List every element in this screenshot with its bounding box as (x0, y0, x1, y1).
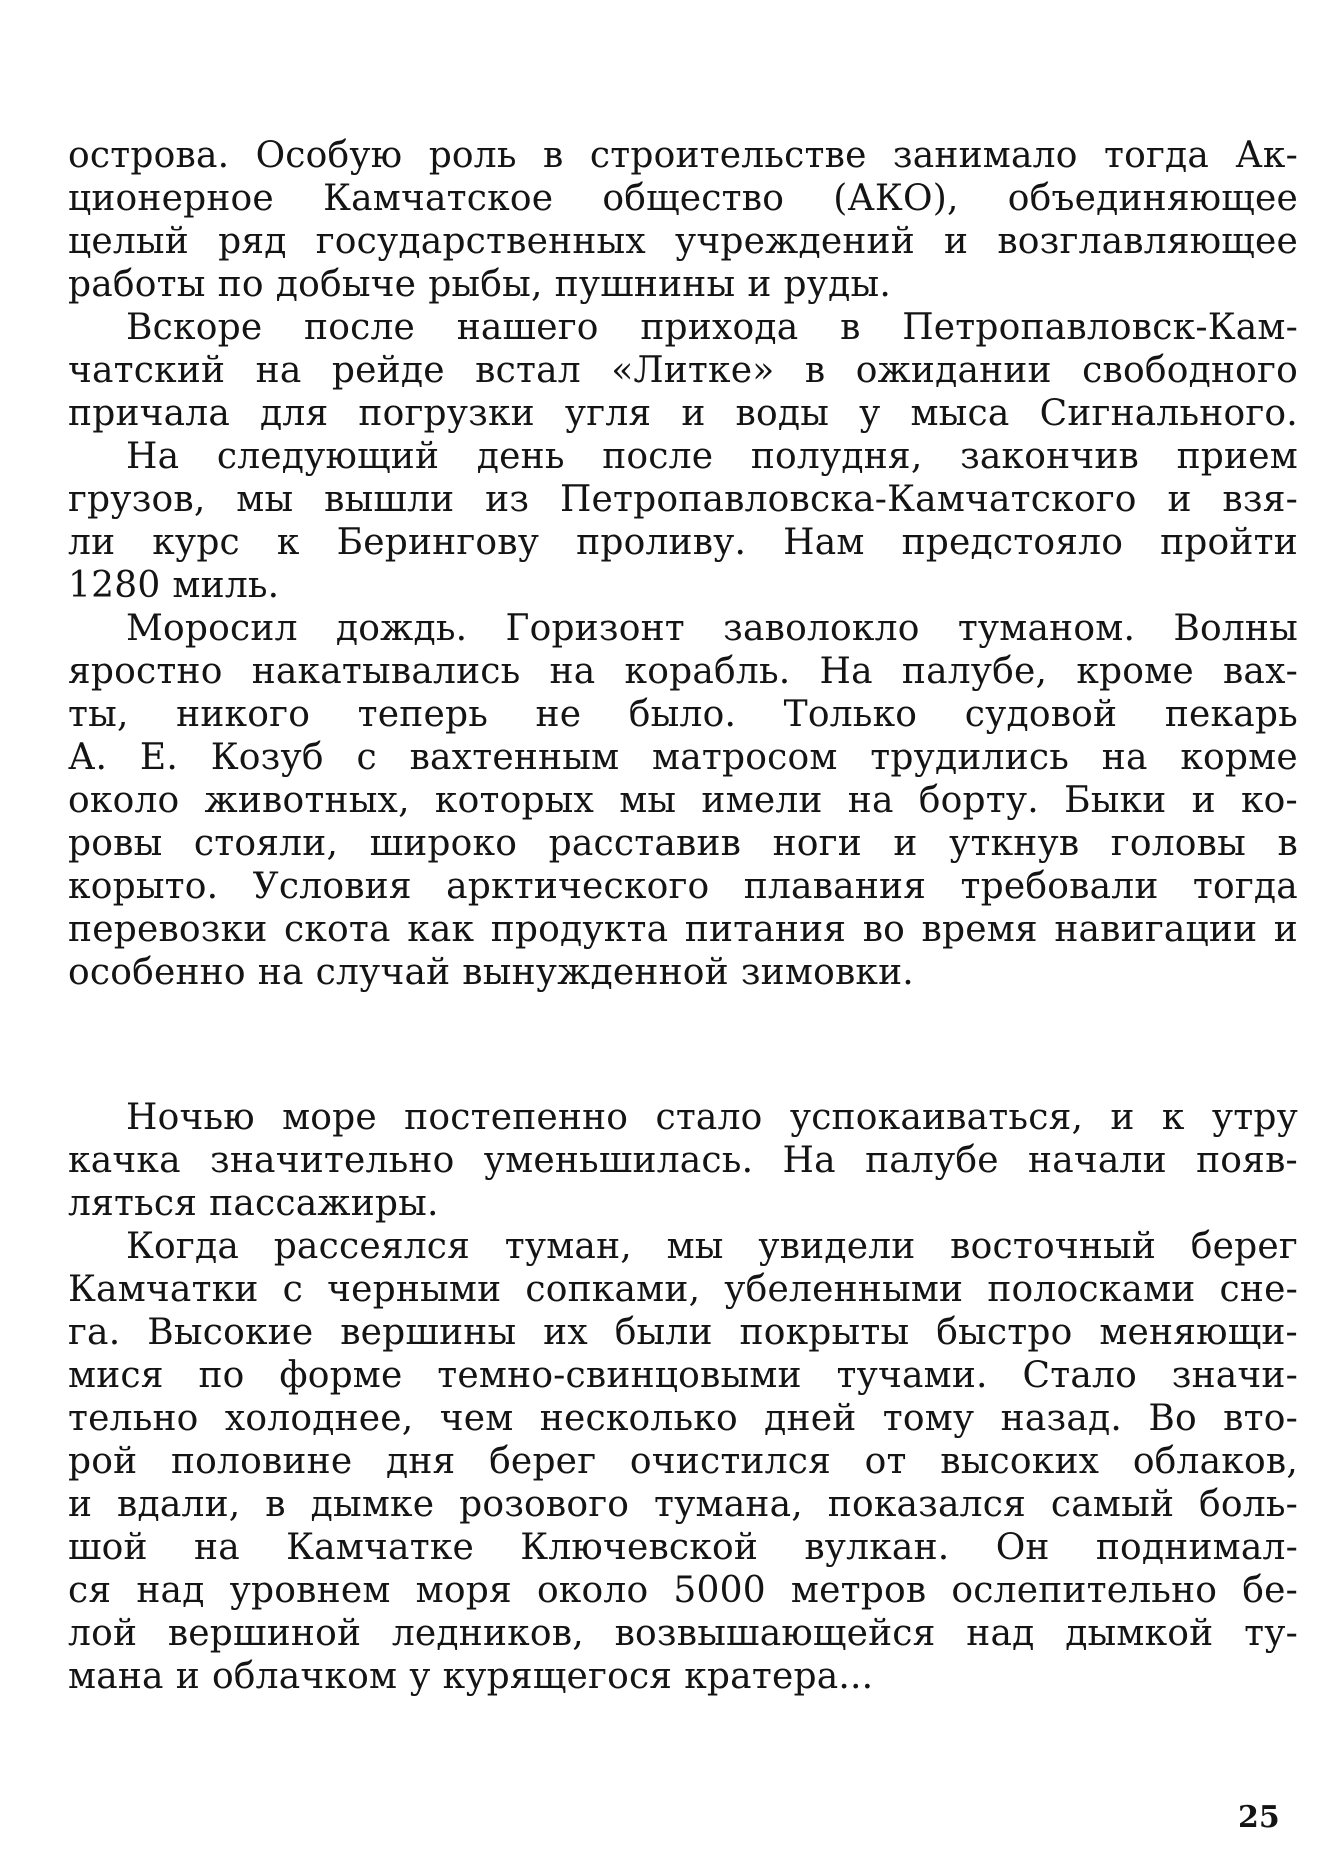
text-line: ты, никого теперь не было. Только судовой пекарь (68, 694, 1298, 735)
text-line: корыто. Условия арктического плавания требовали тогда (68, 866, 1298, 907)
text-line: ционерное Камчатское общество (АКО), объединяющее (68, 178, 1298, 219)
text-line: А. Е. Козуб с вахтенным матросом трудились на корме (68, 737, 1298, 778)
text-line: мися по форме темно-свинцовыми тучами. Стало значи- (68, 1355, 1298, 1396)
page-number: 25 (1238, 1800, 1280, 1835)
text-line: шой на Камчатке Ключевской вулкан. Он поднимал- (68, 1527, 1298, 1568)
text-line: чатский на рейде встал «Литке» в ожидании свободного (68, 350, 1298, 391)
text-line: Ночью море постепенно стало успокаиваться, и к утру (126, 1097, 1298, 1138)
text-line: грузов, мы вышли из Петропавловска-Камчатского и взя- (68, 479, 1298, 520)
text-line: особенно на случай вынужденной зимовки. (68, 952, 914, 993)
text-line: лой вершиной ледников, возвышающейся над дымкой ту- (68, 1613, 1298, 1654)
text-line: рой половине дня берег очистился от высоких облаков, (68, 1441, 1298, 1482)
text-line: причала для погрузки угля и воды у мыса Сигнального. (68, 393, 1298, 434)
text-line: острова. Особую роль в строительстве занимало тогда Ак- (68, 135, 1298, 176)
text-line: ся над уровнем моря около 5000 метров ослепительно бе- (68, 1570, 1298, 1611)
text-line: около животных, которых мы имели на борту. Быки и ко- (68, 780, 1298, 821)
text-line: целый ряд государственных учреждений и возглавляющее (68, 221, 1298, 262)
text-line: га. Высокие вершины их были покрыты быстро меняющи- (68, 1312, 1298, 1353)
text-section-1 (68, 134, 1298, 994)
text-line: Моросил дождь. Горизонт заволокло туманом. Волны (126, 608, 1298, 649)
text-line: работы по добыче рыбы, пушнины и руды. (68, 264, 892, 305)
text-line: ровы стояли, широко расставив ноги и уткнув головы в (68, 823, 1298, 864)
text-line: яростно накатывались на корабль. На палубе, кроме вах- (68, 651, 1298, 692)
text-line: Когда рассеялся туман, мы увидели восточный берег (126, 1226, 1298, 1267)
text-line: Камчатки с черными сопками, убеленными полосками сне- (68, 1269, 1298, 1310)
text-line: На следующий день после полудня, закончив прием (126, 436, 1298, 477)
text-line: перевозки скота как продукта питания во время навигации и (68, 909, 1298, 950)
text-line: 1280 миль. (68, 565, 280, 606)
text-line: качка значительно уменьшилась. На палубе начали появ- (68, 1140, 1298, 1181)
text-line: мана и облачком у курящегося кратера... (68, 1656, 874, 1697)
text-line: Вскоре после нашего прихода в Петропавловск-Кам- (126, 307, 1298, 348)
text-line: и вдали, в дымке розового тумана, показался самый боль- (68, 1484, 1298, 1525)
text-line: ляться пассажиры. (68, 1183, 439, 1224)
text-section-2 (68, 1096, 1298, 1698)
text-line: ли курс к Берингову проливу. Нам предстояло пройти (68, 522, 1298, 563)
text-line: тельно холоднее, чем несколько дней тому назад. Во вто- (68, 1398, 1298, 1439)
